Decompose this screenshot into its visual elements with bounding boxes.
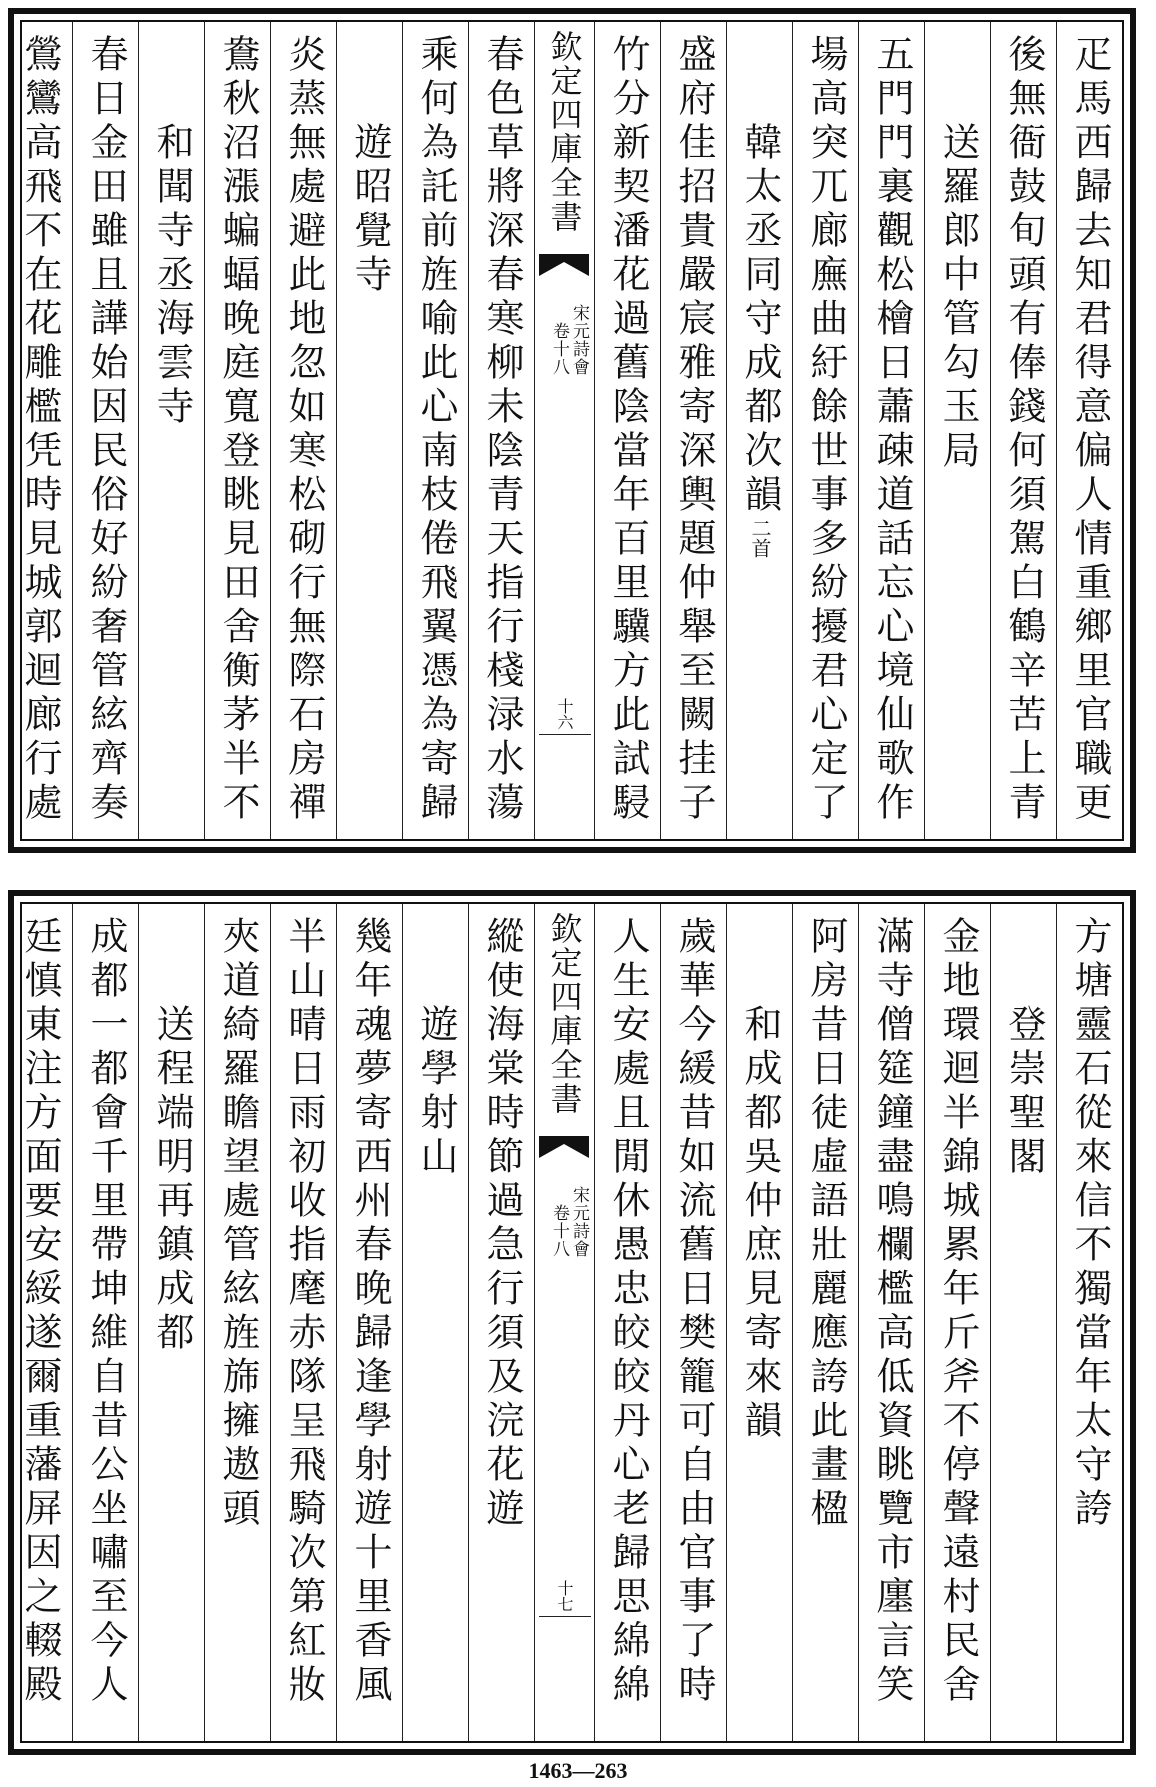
text-column xyxy=(270,22,336,839)
page-footer-number: 1463—263 xyxy=(528,1758,628,1783)
book-title-label: 宋元詩會 xyxy=(569,304,589,376)
poem-line: 五門門裏觀松檜日蕭疎道話忘心境仙歌作 xyxy=(870,34,914,826)
text-column xyxy=(1056,904,1122,1741)
book-title-label: 宋元詩會 xyxy=(569,1186,589,1258)
poem-line: 幾年魂夢寄西州春晚歸逢學射遊十里香風 xyxy=(348,916,392,1708)
text-column xyxy=(660,904,726,1741)
heading-column xyxy=(726,22,792,839)
text-column xyxy=(924,904,990,1741)
text-column xyxy=(1056,22,1122,839)
text-column xyxy=(990,22,1056,839)
heading-column xyxy=(138,904,204,1741)
poem-title: 遊昭覺寺 xyxy=(348,122,392,298)
poem-title: 送程端明再鎮成都 xyxy=(150,1004,194,1356)
poem-line: 鴦秋沼漲蝙蝠晚庭寬登眺見田舍衡茅半不 xyxy=(216,34,260,826)
poem-title: 和成都吳仲庶見寄來韻 xyxy=(738,1004,782,1444)
text-column xyxy=(792,22,858,839)
heading-column xyxy=(726,904,792,1741)
text-column xyxy=(72,22,138,839)
poem-line: 疋馬西歸去知君得意偏人情重鄉里官職更 xyxy=(1068,34,1112,826)
bottom-page-inner-border xyxy=(20,902,1124,1743)
poem-line: 炎蒸無處避此地忽如寒松砌行無際石房禪 xyxy=(282,34,326,826)
text-column xyxy=(594,22,660,839)
text-column xyxy=(6,904,72,1741)
text-column xyxy=(858,22,924,839)
poem-line: 廷慎東注方面要安綏遂爾重藩屏因之輟殿 xyxy=(18,916,62,1708)
volume-label: 卷十八 xyxy=(549,1204,569,1258)
top-page-columns xyxy=(18,22,1122,839)
poem-line: 春日金田雖且譁始因民俗好紛奢管絃齊奏 xyxy=(84,34,128,826)
poem-line: 場高突兀廊廡曲紆餘世事多紛擾君心定了 xyxy=(804,34,848,826)
text-column xyxy=(270,904,336,1741)
poem-count-note: 二首 xyxy=(748,518,772,558)
text-column xyxy=(204,22,270,839)
poem-line: 阿房昔日徒虛語壯麗應誇此畫楹 xyxy=(804,916,848,1532)
poem-line: 金地環迴半錦城累年斤斧不停聲遠村民舍 xyxy=(936,916,980,1708)
poem-line: 竹分新契潘花過舊陰當年百里驥方此試駸 xyxy=(606,34,650,826)
text-column xyxy=(660,22,726,839)
text-column xyxy=(204,904,270,1741)
bottom-page-frame xyxy=(8,890,1136,1755)
text-column xyxy=(6,22,72,839)
collection-title: 欽定四庫全書 xyxy=(545,912,584,1116)
center-column-rule xyxy=(539,1616,591,1617)
poem-line: 縱使海棠時節過急行須及浣花遊 xyxy=(480,916,524,1532)
center-margin-column xyxy=(534,904,594,1741)
leaf-number: 十七 xyxy=(555,1580,574,1612)
center-margin-column xyxy=(534,22,594,839)
poem-title: 遊學射山 xyxy=(414,1004,458,1180)
poem-title: 和聞寺丞海雲寺 xyxy=(150,122,194,430)
poem-line: 乘何為託前旌喻此心南枝倦飛翼憑為寄歸 xyxy=(414,34,458,826)
heading-column xyxy=(402,904,468,1741)
poem-line: 盛府佳招貴嚴宸雅寄深輿題仲舉至闕挂子 xyxy=(672,34,716,826)
text-column xyxy=(858,904,924,1741)
text-column xyxy=(792,904,858,1741)
poem-line: 滿寺僧筵鐘盡鳴欄檻高低資眺覽市廛言笑 xyxy=(870,916,914,1708)
text-column xyxy=(72,904,138,1741)
poem-line: 後無衙鼓旬頭有俸錢何須駕白鶴辛苦上青 xyxy=(1002,34,1046,826)
poem-line: 春色草將深春寒柳未陰青天指行棧渌水蕩 xyxy=(480,34,524,826)
heading-column xyxy=(990,904,1056,1741)
collection-title: 欽定四庫全書 xyxy=(545,30,584,234)
top-page-frame xyxy=(8,8,1136,853)
text-column xyxy=(402,22,468,839)
poem-line: 歲華今緩昔如流舊日樊籠可自由官事了時 xyxy=(672,916,716,1708)
text-column xyxy=(468,22,534,839)
bottom-page-columns xyxy=(18,904,1122,1741)
heading-column xyxy=(138,22,204,839)
poem-title: 登崇聖閣 xyxy=(1002,1004,1046,1180)
text-column xyxy=(468,904,534,1741)
text-column xyxy=(336,904,402,1741)
heading-column xyxy=(336,22,402,839)
text-column xyxy=(594,904,660,1741)
poem-line: 方塘靈石從來信不獨當年太守誇 xyxy=(1068,916,1112,1532)
poem-line: 成都一都會千里帶坤維自昔公坐嘯至今人 xyxy=(84,916,128,1708)
poem-line: 人生安處且閒休愚忠皎皎丹心老歸思綿綿 xyxy=(606,916,650,1708)
poem-line: 半山晴日雨初收指麾赤隊呈飛騎次第紅妝 xyxy=(282,916,326,1708)
poem-line: 夾道綺羅瞻望處管絃旌旆擁遨頭 xyxy=(216,916,260,1532)
top-page-inner-border xyxy=(20,20,1124,841)
poem-title: 送羅郎中管勾玉局 xyxy=(936,122,980,474)
fishtail-mark-icon xyxy=(539,1136,589,1158)
fishtail-mark-icon xyxy=(539,254,589,276)
volume-label: 卷十八 xyxy=(549,322,569,376)
heading-column xyxy=(924,22,990,839)
poem-line: 鶯鸞高飛不在花雕檻凭時見城郭迴廊行處 xyxy=(18,34,62,826)
poem-title: 韓太丞同守成都次韻 xyxy=(738,122,782,518)
leaf-number: 十六 xyxy=(555,698,574,730)
center-column-rule xyxy=(539,734,591,735)
